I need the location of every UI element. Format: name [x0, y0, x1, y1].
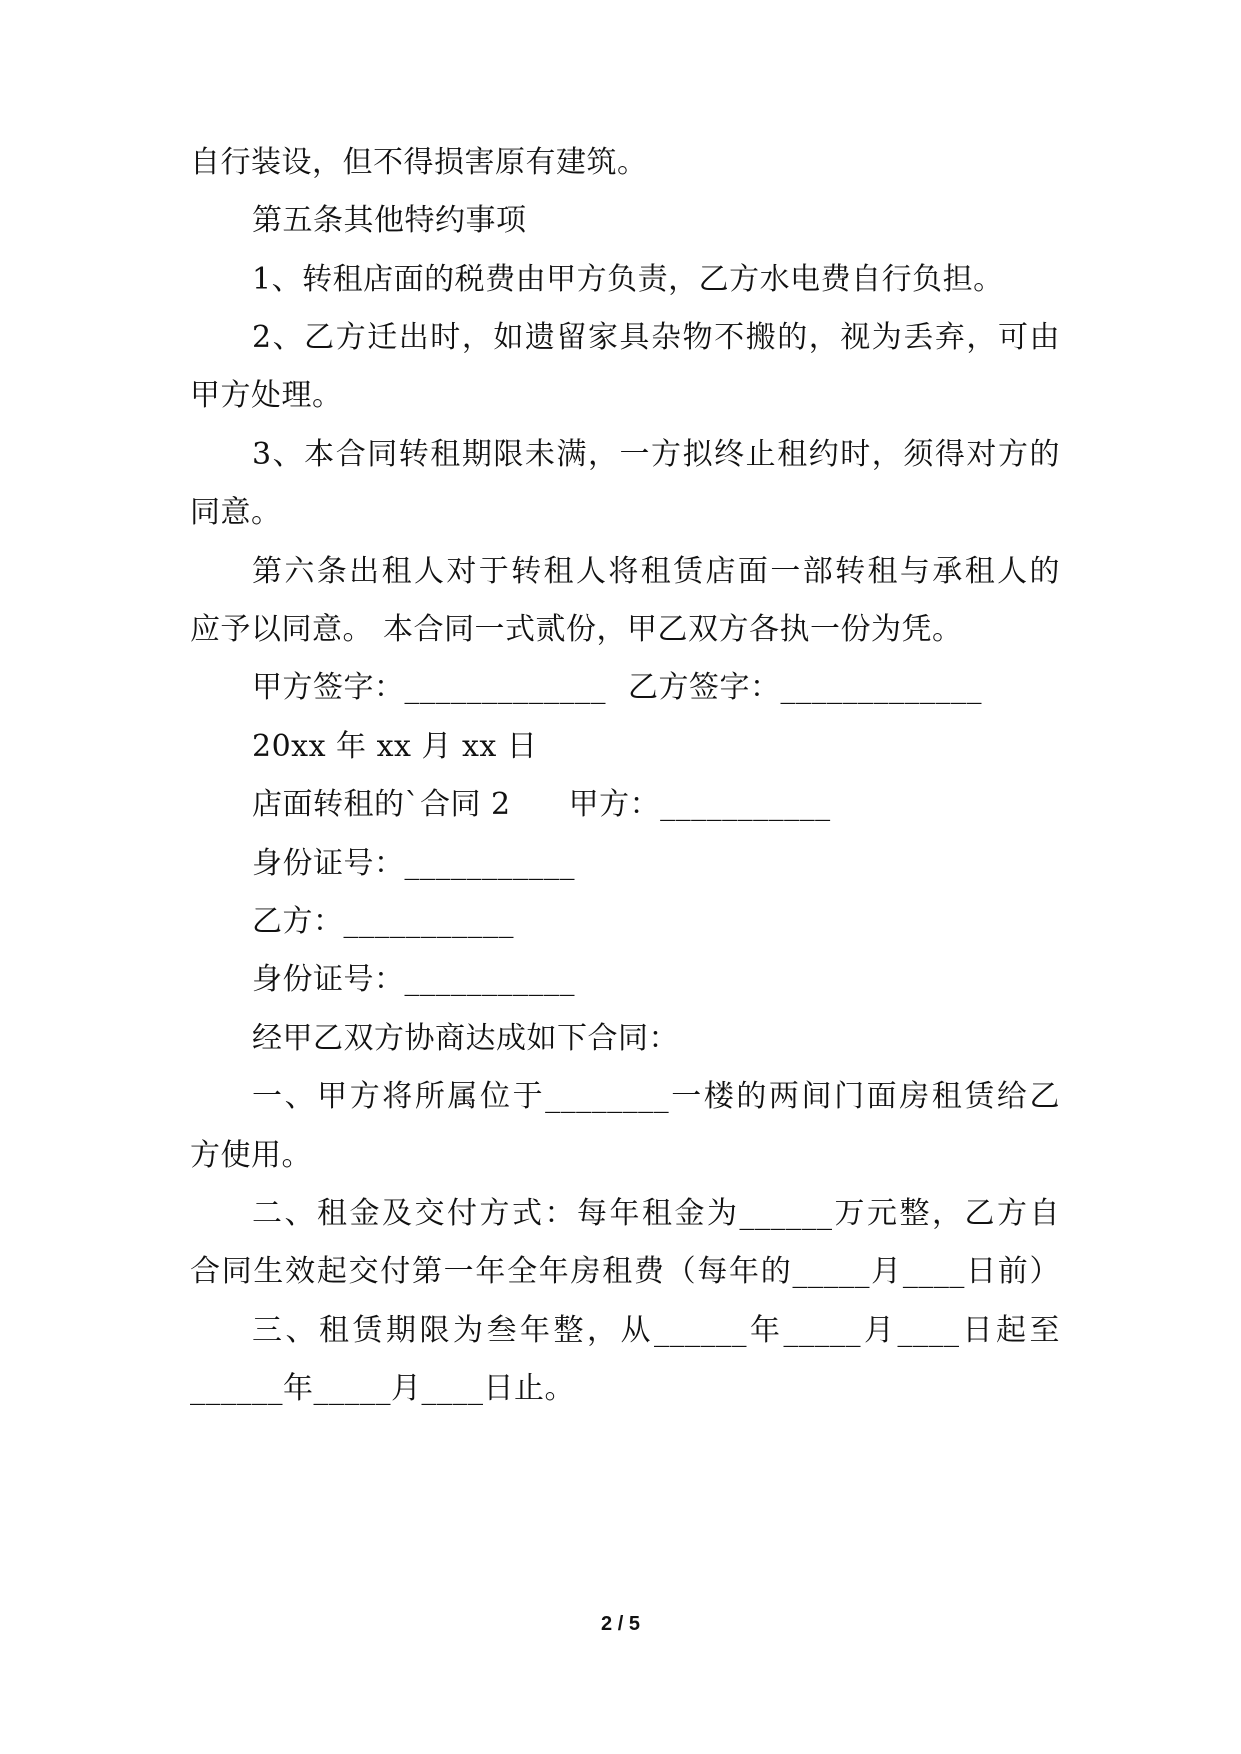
date-line: 20xx 年 xx 月 xx 日 [252, 729, 538, 764]
section-heading: 第六条出租人对于转租人将租赁店面一部转租与承租人的 [252, 554, 1060, 589]
paragraph-line: 自行装设，但不得损害原有建筑。 [190, 145, 648, 180]
paragraph-line: 经甲乙双方协商达成如下合同： [252, 1021, 679, 1056]
paragraph-line: 一、甲方将所属位于________一楼的两间门面房租赁给乙 [252, 1079, 1060, 1114]
paragraph-line: 三、租赁期限为叁年整，从______年_____月____日起至 [252, 1313, 1060, 1348]
party-a-field: 甲方：___________ [568, 787, 831, 822]
paragraph-line: 合同生效起交付第一年全年房租费（每年的_____月____日前） [190, 1254, 1060, 1289]
party-b-field: 乙方：___________ [252, 904, 514, 939]
contract-2-title: 店面转租的`合同 2 [252, 787, 511, 822]
section-heading: 第五条其他特约事项 [252, 203, 527, 238]
paragraph-line: 3、本合同转租期限未满，一方拟终止租约时，须得对方的 [252, 437, 1060, 472]
party-a-signature: 甲方签字：_____________ [252, 670, 606, 705]
paragraph-line: ______年_____月____日止。 [190, 1371, 575, 1406]
page-number: 2 / 5 [601, 1613, 640, 1635]
paragraph-line: 方使用。 [190, 1138, 312, 1173]
contract-2-header [252, 785, 1122, 825]
paragraph-line: 1、转租店面的税费由甲方负责，乙方水电费自行负担。 [252, 262, 1004, 297]
id-number-field: 身份证号：___________ [252, 962, 575, 997]
paragraph-line: 2、乙方迁出时，如遗留家具杂物不搬的，视为丢弃，可由 [252, 320, 1060, 355]
signature-line [252, 668, 1122, 708]
paragraph-line: 应予以同意。 本合同一式贰份，甲乙双方各执一份为凭。 [190, 612, 963, 647]
paragraph-line: 甲方处理。 [190, 378, 343, 413]
party-b-signature: 乙方签字：_____________ [628, 670, 982, 705]
paragraph-line: 二、租金及交付方式：每年租金为______万元整，乙方自 [252, 1196, 1060, 1231]
id-number-field: 身份证号：___________ [252, 846, 575, 881]
paragraph-line: 同意。 [190, 495, 282, 530]
